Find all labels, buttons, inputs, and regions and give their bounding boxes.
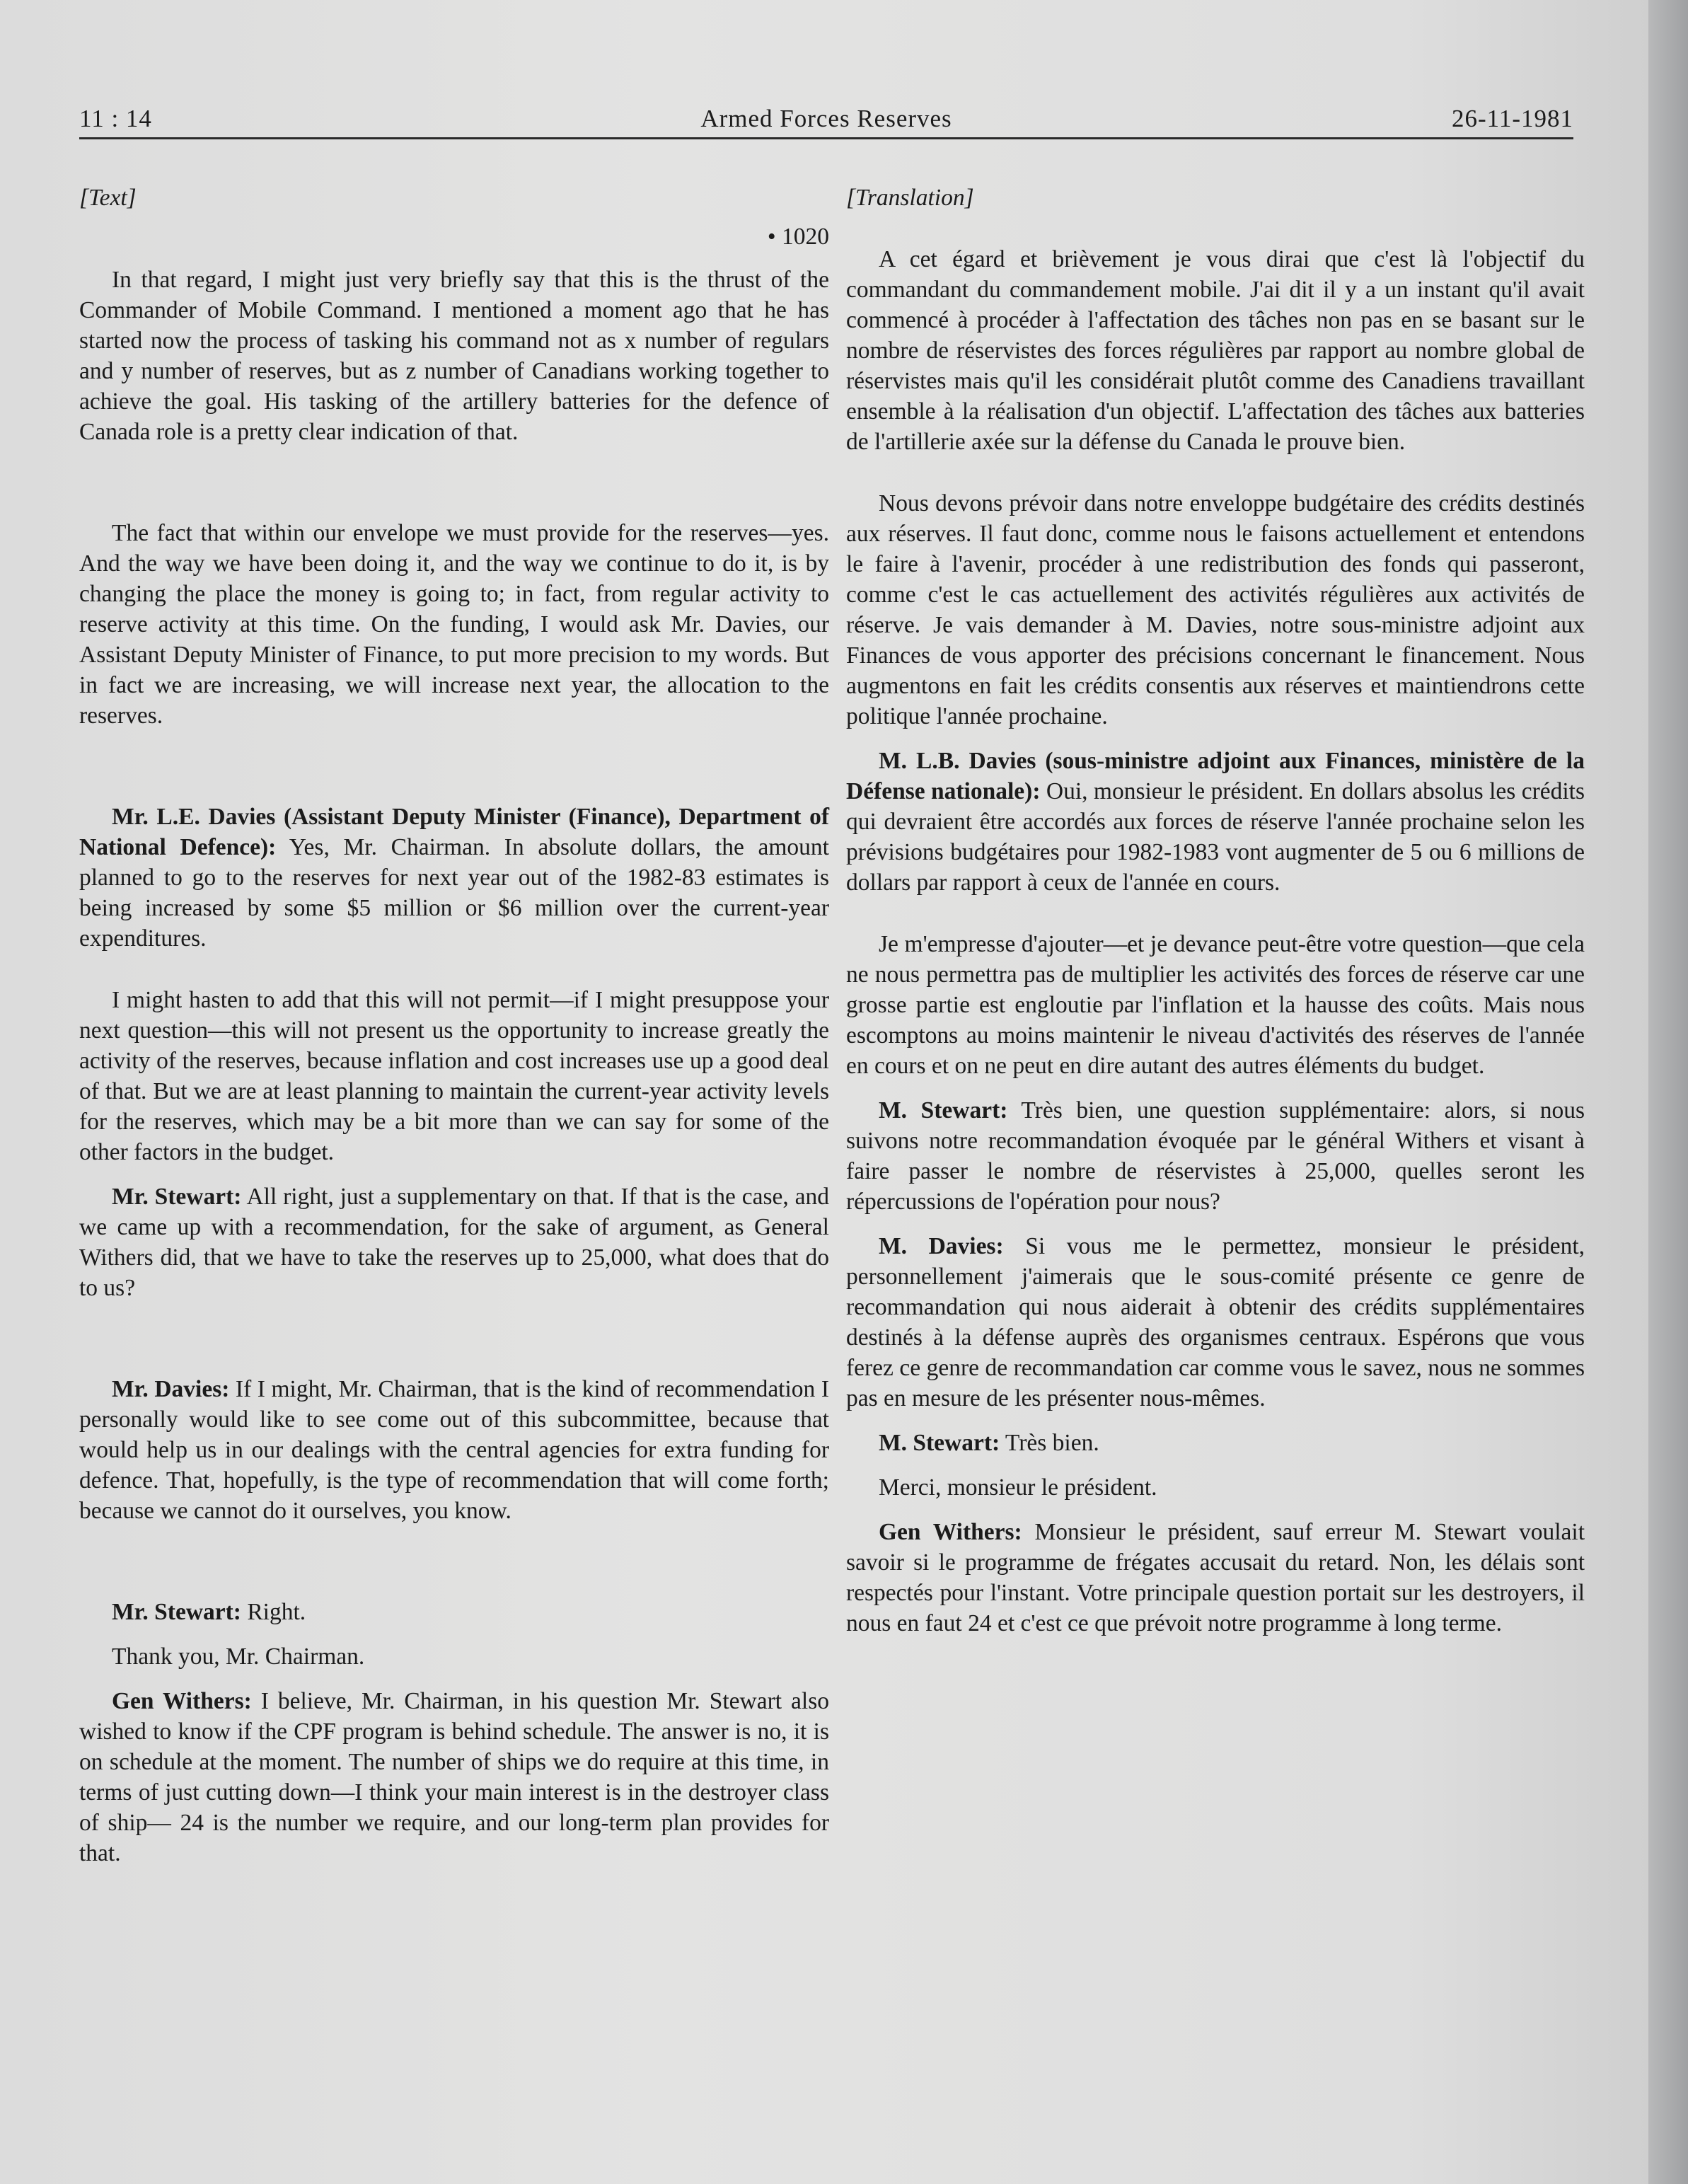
paragraph: A cet égard et brièvement je vous dirai que c'est là l'objectif du commandant du commandement mobile. J'ai dit il y a un instant qu'il avait commencé à procéder à l'affectation des tâches non pas en se basant sur le nombre de réservistes des forces régulières par rapport au nombre global de réservistes mais qu'il les considérait plutôt comme des Canadiens travaillant ensemble à la réalisation d'un objectif. L'affectation des tâches aux batteries de l'artillerie axée sur la défense du Canada le prouve bien. — [846, 246, 1585, 455]
speaker-paragraph: Mr. Stewart: Right. — [112, 1599, 306, 1625]
speaker-name: M. Stewart: — [879, 1430, 1000, 1456]
header-rule — [79, 137, 1573, 139]
speaker-name: Mr. Davies: — [112, 1376, 230, 1402]
binding-edge — [1648, 0, 1688, 2184]
speaker-name: Mr. L.E. Davies (Assistant Deputy Minister (Finance), Department of National Defence): — [79, 804, 829, 860]
speaker-name: M. Stewart: — [879, 1097, 1008, 1123]
speaker-name: Gen Withers: — [112, 1688, 252, 1714]
header-date: 26-11-1981 — [1451, 105, 1573, 132]
speaker-name: Gen Withers: — [879, 1519, 1022, 1545]
speaker-name: Mr. Stewart: — [112, 1599, 241, 1625]
paragraph: Je m'empresse d'ajouter—et je devance peut-être votre question—que cela ne nous permettra pas de multiplier les activités des forces de réserve car une grosse partie est engloutie par l'inflation et la hausse des coûts. Mais nous escomptons au moins maintenir le niveau d'activités des réserves de l'année en cours et on ne peut en dire autant des autres éléments du budget. — [846, 931, 1585, 1079]
speaker-name: M. Davies: — [879, 1233, 1004, 1259]
speaker-paragraph: Mr. Davies: If I might, Mr. Chairman, that is the kind of recommendation I personally would like to see come out of this subcommittee, because that would help us in our dealings with the central agencies for extra funding for defence. That, hopefully, is the type of recommendation that will come forth; because we cannot do it ourselves, you know. — [79, 1376, 829, 1524]
speaker-paragraph: Gen Withers: Monsieur le président, sauf erreur M. Stewart voulait savoir si le programme de frégates accusait du retard. Non, les délais sont respectés pour l'instant. Votre principale question portait sur les destroyers, il nous en faut 24 et c'est ce que prévoit notre programme à long terme. — [846, 1519, 1585, 1636]
paragraph: I might hasten to add that this will not permit—if I might presuppose your next question—this will not present us the opportunity to increase greatly the activity of the reserves, because inflation and cost increases use up a good deal of that. But we are at least planning to maintain the current-year activity levels for the reserves, which may be a bit more than we can say for some of the other factors in the budget. — [79, 987, 829, 1165]
speaker-paragraph: Mr. Stewart: All right, just a supplementary on that. If that is the case, and we came up with a recommendation, for the sake of argument, as General Withers did, that we have to take the reserves up to 25,000, what does that do to us? — [79, 1184, 829, 1301]
speaker-paragraph: Mr. L.E. Davies (Assistant Deputy Minister (Finance), Department of National Defence): Yes, Mr. Chairman. In absolute dollars, the amount planned to go to the reserves for next year out of the 1982-83 estimates is being increased by some $5 million or $6 million over the current-year expenditures. — [79, 804, 829, 952]
paragraph: In that regard, I might just very briefly say that this is the thrust of the Commander of Mobile Command. I mentioned a moment ago that he has started now the process of tasking his command not as x number of regulars and y number of reserves, but as z number of Canadians working together to achieve the goal. His tasking of the artillery batteries for the defence of Canada role is a pretty clear indication of that. — [79, 267, 829, 445]
section-label-translation: [Translation] — [846, 185, 974, 211]
speaker-paragraph: M. Stewart: Très bien. — [879, 1430, 1099, 1456]
paragraph: Nous devons prévoir dans notre enveloppe budgétaire des crédits destinés aux réserves. Il faut donc, comme nous le faisons actuellement et entendons le faire à l'avenir, procéder à une redistribution des fonds qui passeront, comme c'est le cas actuellement des activités régulières aux activités de réserve. Je vais demander à M. Davies, notre sous-ministre adjoint aux Finances de vous apporter des précisions concernant le financement. Nous augmentons en fait les crédits consentis aux réserves et maintiendrons cette politique l'année prochaine. — [846, 490, 1585, 729]
french-column — [846, 183, 1585, 1639]
speaker-name: M. L.B. Davies (sous-ministre adjoint aux Finances, ministère de la Défense nationale): — [846, 748, 1585, 804]
header-page-number: 11 : 14 — [79, 105, 152, 132]
paragraph: The fact that within our envelope we must provide for the reserves—yes. And the way we have been doing it, and the way we continue to do it, is by changing the place the money is going to; in fact, from regular activity to reserve activity at this time. On the funding, I would ask Mr. Davies, our Assistant Deputy Minister of Finance, to put more precision to my words. But in fact we are increasing, we will increase next year, the allocation to the reserves. — [79, 520, 829, 729]
time-marker: • 1020 — [767, 224, 829, 250]
header-title: Armed Forces Reserves — [700, 105, 952, 132]
section-label-text: [Text] — [79, 185, 137, 211]
paragraph: Merci, monsieur le président. — [879, 1474, 1157, 1501]
speaker-paragraph: M. Stewart: Très bien, une question supplémentaire: alors, si nous suivons notre recommandation évoquée par le général Withers et visant à faire passer le nombre de réservistes à 25,000, quelles seront les répercussions de l'opération pour nous? — [846, 1097, 1585, 1215]
english-column — [79, 183, 829, 1868]
speaker-name: Mr. Stewart: — [112, 1184, 242, 1210]
speaker-paragraph: M. L.B. Davies (sous-ministre adjoint aux Finances, ministère de la Défense nationale): Oui, monsieur le président. En dollars absolus les crédits qui devraient être accordés aux forces de réserve l'année prochaine selon les prévisions budgétaires pour 1982-1983 vont augmenter de 5 ou 6 millions de dollars par rapport à ceux de l'année en cours. — [846, 748, 1585, 896]
paragraph: Thank you, Mr. Chairman. — [112, 1643, 365, 1670]
speaker-paragraph: Gen Withers: I believe, Mr. Chairman, in his question Mr. Stewart also wished to know if the CPF program is behind schedule. The answer is no, it is on schedule at the moment. The number of ships we do require at this time, in terms of just cutting down—I think your main interest is in the destroyer class of ship— 24 is the number we require, and our long-term plan provides for that. — [79, 1688, 829, 1866]
speaker-paragraph: M. Davies: Si vous me le permettez, monsieur le président, personnellement j'aimerais que le sous-comité présente ce genre de recommandation qui nous aiderait à obtenir des crédits supplémentaires destinés à la défense auprès des organismes centraux. Espérons que vous ferez ce genre de recommandation car comme vous le savez, nous ne sommes pas en mesure de les présenter nous-mêmes. — [846, 1233, 1585, 1411]
